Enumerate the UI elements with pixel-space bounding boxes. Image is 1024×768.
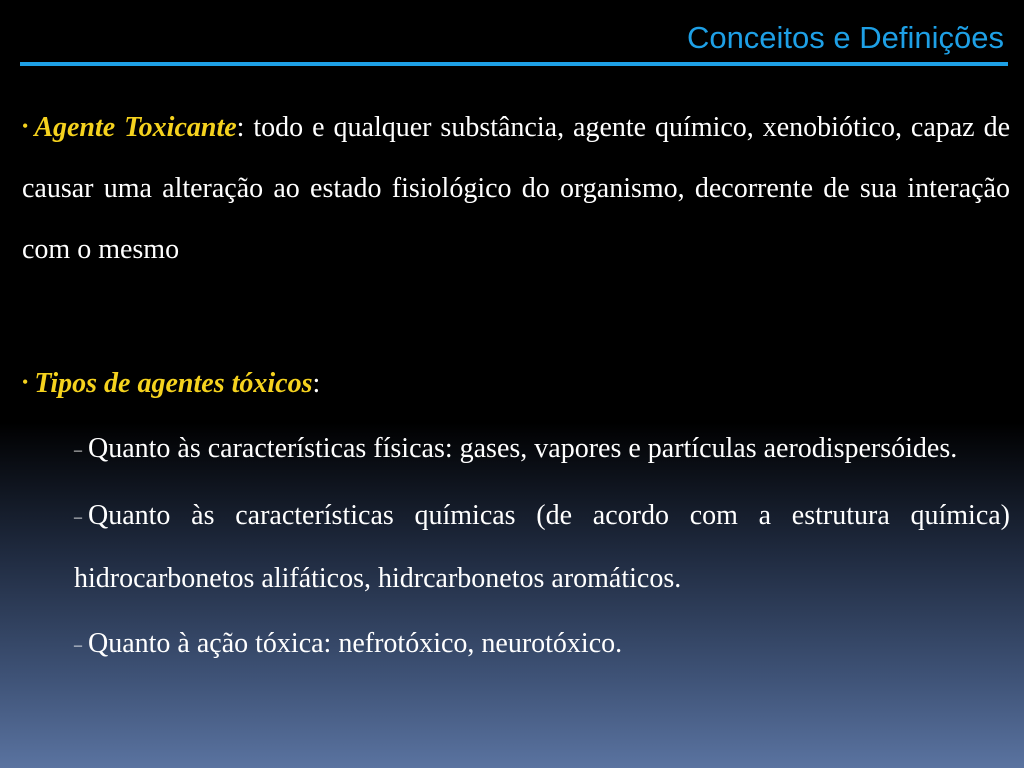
types-colon: : [312,368,321,399]
dash-icon: – [74,509,82,526]
definition-term: Agente Toxicante [34,112,237,143]
types-heading [22,352,1010,414]
dash-icon: – [74,637,82,654]
types-item-physical [74,418,1010,481]
bullet-icon: • [22,116,29,136]
types-item-toxic-action [74,613,1010,676]
title-underline [20,62,1008,66]
types-item-text: Quanto às características químicas (de acordo com a estrutura química) hidrocarbonetos alifáticos, hidrcarbonetos aromáticos. [74,500,1010,594]
slide-content [22,96,1010,676]
spacer [22,280,1010,352]
types-item-text: Quanto às características físicas: gases, vapores e partículas aerodispersóides. [88,433,958,464]
bullet-icon: • [22,372,29,392]
slide-title: Conceitos e Definições [686,20,1004,55]
definition-colon: : [236,112,245,143]
types-item-chemical [74,485,1010,609]
types-item-text: Quanto à ação tóxica: nefrotóxico, neurotóxico. [88,628,623,659]
definition-paragraph [22,96,1010,280]
dash-icon: – [74,442,82,459]
types-term: Tipos de agentes tóxicos [34,368,313,399]
definition-text: todo e qualquer substância, agente químico, xenobiótico, capaz de causar uma alteração ao estado fisiológico do organismo, decorrente de sua interação com o mesmo [22,112,1010,265]
